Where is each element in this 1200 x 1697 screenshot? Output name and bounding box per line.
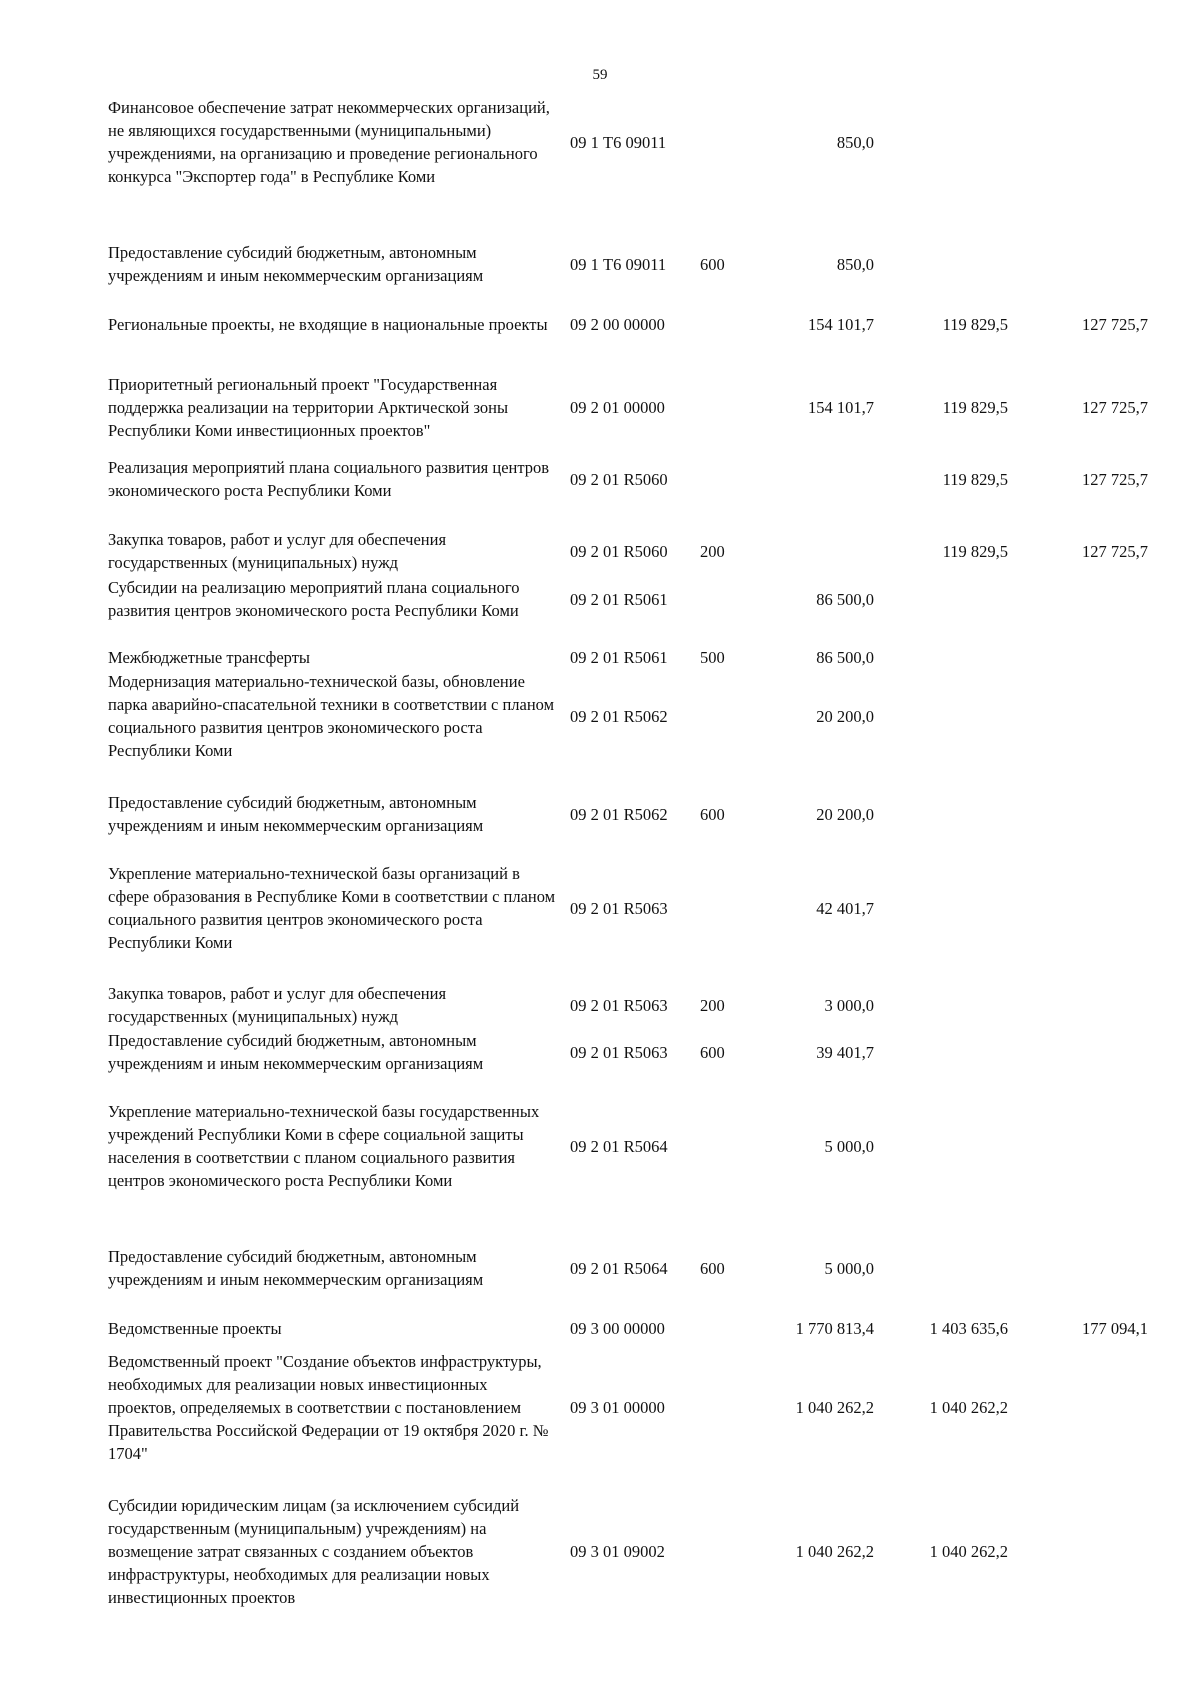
table-row	[108, 791, 1148, 837]
row-value-1: 3 000,0	[824, 995, 874, 1015]
row-code: 09 2 01 R5061	[570, 648, 668, 667]
row-value-1: 850,0	[836, 132, 874, 152]
row-value-3: 177 094,1	[1082, 1319, 1148, 1338]
row-value-2: 1 040 262,2	[929, 1398, 1008, 1417]
row-value-1: 42 401,7	[816, 898, 874, 918]
row-code: 09 3 01 09002	[570, 1542, 665, 1561]
row-description: Межбюджетные трансферты	[108, 648, 311, 667]
row-value-1: 86 500,0	[816, 589, 874, 609]
row-expense-type: 600	[700, 254, 725, 274]
row-code: 09 2 01 R5064	[570, 1136, 668, 1156]
row-description: Приоритетный региональный проект "Государственная поддержка реализации на территории Арктической зоны Республики Коми инвестиционных проектов"	[108, 375, 509, 440]
row-value-1: 5 000,0	[824, 1258, 874, 1278]
row-expense-type: 500	[700, 648, 725, 667]
row-code: 09 2 01 R5060	[570, 541, 668, 561]
row-description: Закупка товаров, работ и услуг для обеспечения государственных (муниципальных) нужд	[108, 530, 447, 572]
row-description: Субсидии юридическим лицам (за исключением субсидий государственным (муниципальным) учреждениям) на возмещение затрат связанных с созданием объектов инфраструктуры, необходимых для реализации новых инвестиционных проектов	[108, 1496, 520, 1607]
row-value-2: 119 829,5	[942, 315, 1008, 334]
row-code: 09 3 00 00000	[570, 1319, 665, 1338]
table-row	[108, 862, 1148, 954]
table-row	[108, 1029, 1148, 1075]
row-code: 09 1 Т6 09011	[570, 132, 667, 152]
row-code: 09 2 01 R5062	[570, 804, 668, 824]
row-description: Региональные проекты, не входящие в национальные проекты	[108, 315, 548, 334]
row-value-1: 20 200,0	[816, 804, 874, 824]
row-code: 09 2 01 R5063	[570, 1042, 668, 1062]
row-value-3: 127 725,7	[1082, 315, 1148, 334]
row-description: Укрепление материально-технической базы государственных учреждений Республики Коми в сфере социальной защиты населения в соответствии с планом социального развития центров экономического роста Республики Коми	[108, 1102, 540, 1190]
row-value-3: 127 725,7	[1082, 541, 1148, 561]
row-value-1: 5 000,0	[824, 1136, 874, 1156]
row-code: 09 2 01 R5060	[570, 469, 668, 489]
table-row	[108, 1100, 1148, 1192]
row-description: Субсидии на реализацию мероприятий плана социального развития центров экономического роста Республики Коми	[108, 578, 520, 620]
row-code: 09 2 00 00000	[570, 315, 665, 334]
row-description: Финансовое обеспечение затрат некоммерческих организаций, не являющихся государственными (муниципальными) учреждениями, на организацию и проведение регионального конкурса "Экспортер года" в Республике Коми	[108, 98, 550, 186]
table-row	[108, 982, 1148, 1028]
table-row	[108, 1245, 1148, 1291]
table-row	[108, 373, 1148, 442]
row-description: Реализация мероприятий плана социального развития центров экономического роста Республики Коми	[108, 458, 550, 500]
row-description: Предоставление субсидий бюджетным, автономным учреждениям и иным некоммерческим организациям	[108, 793, 484, 835]
row-code: 09 2 01 R5063	[570, 995, 668, 1015]
table-row	[108, 1350, 1148, 1465]
row-description: Модернизация материально-технической базы, обновление парка аварийно-спасательной техники в соответствии с планом социального развития центров экономического роста Республики Коми	[108, 672, 555, 760]
row-code: 09 2 01 R5061	[570, 589, 668, 609]
row-value-1: 86 500,0	[816, 648, 874, 667]
table-row	[108, 96, 1148, 188]
row-expense-type: 600	[700, 1258, 725, 1278]
row-value-1: 154 101,7	[808, 315, 874, 334]
row-value-1: 1 040 262,2	[795, 1542, 874, 1561]
row-code: 09 2 01 R5064	[570, 1258, 668, 1278]
row-expense-type: 600	[700, 804, 725, 824]
row-value-1: 154 101,7	[808, 398, 874, 417]
table-row	[108, 646, 1148, 669]
page-number: 59	[592, 67, 608, 83]
row-expense-type: 600	[700, 1042, 725, 1062]
row-description: Предоставление субсидий бюджетным, автономным учреждениям и иным некоммерческим организациям	[108, 243, 484, 285]
row-value-1: 39 401,7	[816, 1042, 874, 1062]
table-row	[108, 1317, 1148, 1340]
row-code: 09 3 01 00000	[570, 1398, 665, 1417]
table-row	[108, 670, 1148, 762]
row-description: Предоставление субсидий бюджетным, автономным учреждениям и иным некоммерческим организациям	[108, 1247, 484, 1289]
row-code: 09 2 01 00000	[570, 398, 665, 417]
row-description: Закупка товаров, работ и услуг для обеспечения государственных (муниципальных) нужд	[108, 984, 447, 1026]
row-value-2: 119 829,5	[942, 541, 1008, 561]
table-row	[108, 313, 1148, 336]
row-description: Предоставление субсидий бюджетным, автономным учреждениям и иным некоммерческим организациям	[108, 1031, 484, 1073]
table-row	[108, 456, 1148, 502]
table-row	[108, 528, 1148, 574]
row-value-1: 1 770 813,4	[795, 1319, 874, 1338]
row-value-2: 119 829,5	[942, 398, 1008, 417]
row-expense-type: 200	[700, 541, 725, 561]
row-code: 09 1 Т6 09011	[570, 254, 667, 274]
row-value-2: 1 403 635,6	[929, 1319, 1008, 1338]
table-row	[108, 241, 1148, 287]
row-description: Ведомственные проекты	[108, 1319, 282, 1338]
row-value-1: 1 040 262,2	[795, 1398, 874, 1417]
row-value-1: 20 200,0	[816, 706, 874, 726]
row-value-2: 119 829,5	[942, 469, 1008, 489]
row-value-3: 127 725,7	[1082, 398, 1148, 417]
row-code: 09 2 01 R5062	[570, 706, 668, 726]
row-expense-type: 200	[700, 995, 725, 1015]
row-code: 09 2 01 R5063	[570, 898, 668, 918]
row-value-1: 850,0	[836, 254, 874, 274]
table-row	[108, 576, 1148, 622]
row-description: Укрепление материально-технической базы организаций в сфере образования в Республике Коми в соответствии с планом социального развития центров экономического роста Республики Коми	[108, 864, 556, 952]
row-value-2: 1 040 262,2	[929, 1542, 1008, 1561]
table-row	[108, 1494, 1148, 1609]
row-value-3: 127 725,7	[1082, 469, 1148, 489]
row-description: Ведомственный проект "Создание объектов инфраструктуры, необходимых для реализации новых инвестиционных проектов, определяемых в соответствии с постановлением Правительства Российской Федерации от 19 октября 2020 г. № 1704"	[108, 1352, 549, 1463]
